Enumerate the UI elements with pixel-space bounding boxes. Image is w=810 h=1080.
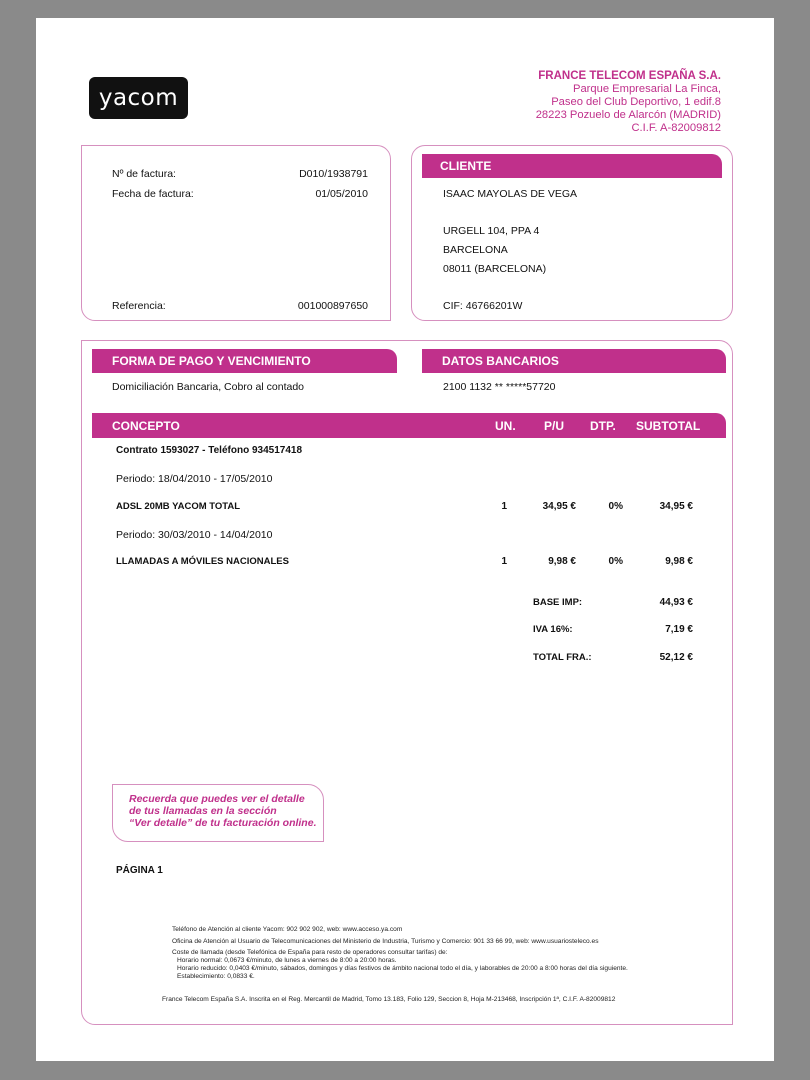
bank-title: DATOS BANCARIOS [442, 354, 559, 368]
row-period: Periodo: 30/03/2010 - 14/04/2010 [116, 529, 273, 541]
client-header [422, 154, 722, 178]
bank-header [422, 349, 726, 373]
invoice-page [36, 18, 774, 1061]
reminder-line: Recuerda que puedes ver el detalle [129, 793, 305, 805]
footer-line: Horario normal: 0,0673 €/minuto, de lunes a viernes de 8:00 a 20:00 horas. [177, 957, 397, 964]
total-value-base: 44,93 € [659, 597, 693, 608]
footer-line: Coste de llamada (desde Telefónica de España para resto de operadores consultar tarifas) de: [172, 949, 448, 956]
invoice-number-label: Nº de factura: [112, 168, 176, 180]
client-name: ISAAC MAYOLAS DE VEGA [443, 188, 578, 200]
total-label-base: BASE IMP: [533, 597, 583, 608]
reference-value: 001000897650 [297, 300, 368, 312]
invoice-info-box [81, 145, 391, 321]
row-subtotal: 34,95 € [659, 501, 693, 512]
concept-table-header [92, 413, 726, 438]
row-un: 1 [501, 501, 507, 512]
invoice-date: 01/05/2010 [315, 188, 368, 200]
col-dtp: DTP. [590, 418, 616, 433]
main-box [81, 340, 733, 1025]
company-line: Parque Empresarial La Finca, [573, 83, 721, 95]
row-concept: LLAMADAS A MÓVILES NACIONALES [116, 556, 289, 567]
row-dtp: 0% [608, 556, 623, 567]
client-postal: 08011 (BARCELONA) [443, 263, 547, 275]
col-subtotal: SUBTOTAL [636, 418, 701, 433]
row-pu: 9,98 € [548, 556, 576, 567]
reminder-line: de tus llamadas en la sección [129, 805, 277, 817]
footer-line: Horario reducido: 0,0403 €/minuto, sábados, domingos y días festivos de ámbito nacional todo el día, y laborables de 20:00 a 8:00 horas del día siguiente. [177, 965, 628, 972]
online-detail-reminder [112, 784, 324, 842]
col-pu: P/U [544, 418, 565, 433]
row-period: Periodo: 18/04/2010 - 17/05/2010 [116, 473, 273, 485]
footer-line: Establecimiento: 0,0833 €. [177, 973, 255, 980]
company-name: FRANCE TELECOM ESPAÑA S.A. [538, 70, 721, 82]
total-value-fra: 52,12 € [659, 652, 693, 663]
total-value-iva: 7,19 € [665, 624, 693, 635]
page-label: PÁGINA 1 [116, 865, 163, 876]
col-un: UN. [495, 418, 516, 433]
row-un: 1 [501, 556, 507, 567]
client-box [411, 145, 733, 321]
footer-line: Teléfono de Atención al cliente Yacom: 902 902 902, web: www.acceso.ya.com [172, 926, 403, 933]
company-info [536, 70, 721, 135]
payment-title: FORMA DE PAGO Y VENCIMIENTO [112, 354, 311, 368]
client-title: CLIENTE [440, 159, 492, 173]
bank-account: 2100 1132 ** *****57720 [443, 381, 556, 393]
footer-legal: France Telecom España S.A. Inscrita en el Reg. Mercantil de Madrid, Tomo 13.183, Folio 129, Seccion 8, Hoja M-213468, Inscripción 1ª, C.I.F. A-82009812 [162, 996, 616, 1003]
total-label-iva: IVA 16%: [533, 624, 573, 635]
company-line: C.I.F. A-82009812 [631, 122, 721, 134]
row-dtp: 0% [608, 501, 623, 512]
reminder-line: “Ver detalle” de tu facturación online. [129, 817, 317, 829]
payment-method: Domiciliación Bancaria, Cobro al contado [112, 381, 305, 393]
footer-line: Oficina de Atención al Usuario de Telecomunicaciones del Ministerio de Industria, Turismo y Comercio: 901 33 66 99, web: www.usuariosteleco.es [172, 938, 599, 945]
col-concepto: CONCEPTO [112, 418, 180, 433]
row-pu: 34,95 € [542, 501, 576, 512]
client-address: URGELL 104, PPA 4 [443, 225, 540, 237]
company-line: 28223 Pozuelo de Alarcón (MADRID) [535, 109, 721, 121]
total-label-fra: TOTAL FRA.: [533, 652, 592, 663]
payment-header [92, 349, 397, 373]
reference-label: Referencia: [112, 300, 166, 312]
contract-line: Contrato 1593027 - Teléfono 934517418 [116, 445, 303, 456]
row-concept: ADSL 20MB YACOM TOTAL [116, 501, 241, 512]
client-cif: CIF: 46766201W [443, 300, 523, 312]
company-line: Paseo del Club Deportivo, 1 edif.8 [551, 96, 721, 108]
yacom-logo: yacom [89, 77, 188, 119]
invoice-date-label: Fecha de factura: [112, 188, 194, 200]
client-city: BARCELONA [443, 244, 508, 256]
invoice-number: D010/1938791 [299, 168, 368, 180]
row-subtotal: 9,98 € [665, 556, 693, 567]
